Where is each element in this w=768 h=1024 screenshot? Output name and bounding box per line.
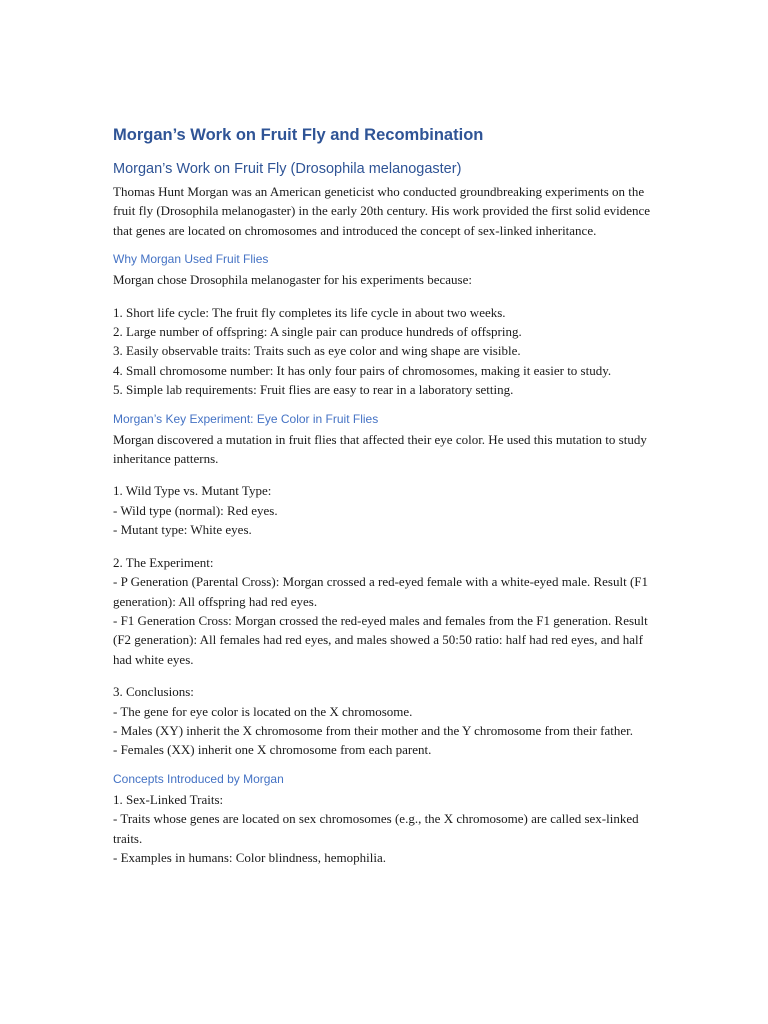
concept-list-line: 1. Sex-Linked Traits: [113,791,224,807]
section-heading-morgans-work: Morgan’s Work on Fruit Fly (Drosophila melanogaster) [113,161,462,177]
conclusion-list-line: 3. Conclusions: [113,684,194,700]
experiment-list-line: - Wild type (normal): Red eyes. [113,502,278,518]
experiment-list-line: - Mutant type: White eyes. [113,522,252,538]
paragraph-gap [113,669,658,682]
conclusion-list-line: - Females (XX) inherit one X chromosome from each parent. [113,742,432,758]
experiment-list-line: - P Generation (Parental Cross): Morgan crossed a red-eyed female with a white-eyed male. Result (F1 generation): All offspring had red eyes. [113,574,648,609]
paragraph-gap [113,468,658,481]
reason-list-item: 4. Small chromosome number: It has only four pairs of chromosomes, making it easier to study. [113,362,612,378]
paragraph-gap [113,540,658,553]
reason-list-item: 2. Large number of offspring: A single pair can produce hundreds of offspring. [113,324,522,340]
reason-list-item: 1. Short life cycle: The fruit fly completes its life cycle in about two weeks. [113,304,506,320]
reason-list-item: 5. Simple lab requirements: Fruit flies are easy to rear in a laboratory setting. [113,382,514,398]
reason-list-item: 3. Easily observable traits: Traits such as eye color and wing shape are visible. [113,343,521,359]
conclusion-list-line: - Males (XY) inherit the X chromosome from their mother and the Y chromosome from their father. [113,722,633,738]
concept-list-line: - Examples in humans: Color blindness, hemophilia. [113,849,386,865]
experiment-list-line: 2. The Experiment: [113,554,214,570]
paragraph-gap [113,290,658,303]
section-heading-why-fruit-flies: Why Morgan Used Fruit Flies [113,252,269,267]
section-heading-key-experiment: Morgan’s Key Experiment: Eye Color in Fruit Flies [113,411,379,426]
section-heading-concepts: Concepts Introduced by Morgan [113,771,284,786]
experiment-list-line: - F1 Generation Cross: Morgan crossed the red-eyed males and females from the F1 generation. Result (F2 generation): All females had red eyes, and males showed a 50:50 ratio: half had red eyes, and half had white eyes. [113,612,648,667]
document-title: Morgan’s Work on Fruit Fly and Recombination [113,126,484,144]
conclusion-list-line: - The gene for eye color is located on the X chromosome. [113,703,413,719]
document-page [113,124,658,867]
experiment-intro-paragraph: Morgan discovered a mutation in fruit flies that affected their eye color. He used this mutation to study inheritance patterns. [113,431,647,467]
intro-paragraph: Thomas Hunt Morgan was an American geneticist who conducted groundbreaking experiments on the fruit fly (Drosophila melanogaster) in the early 20th century. His work provided the first solid evidence that genes are located on chromosomes and introduced the concept of sex-linked inheritance. [113,184,651,238]
why-intro-paragraph: Morgan chose Drosophila melanogaster for his experiments because: [113,272,472,288]
experiment-list-line: 1. Wild Type vs. Mutant Type: [113,483,272,499]
concept-list-line: - Traits whose genes are located on sex chromosomes (e.g., the X chromosome) are called sex-linked traits. [113,811,639,846]
